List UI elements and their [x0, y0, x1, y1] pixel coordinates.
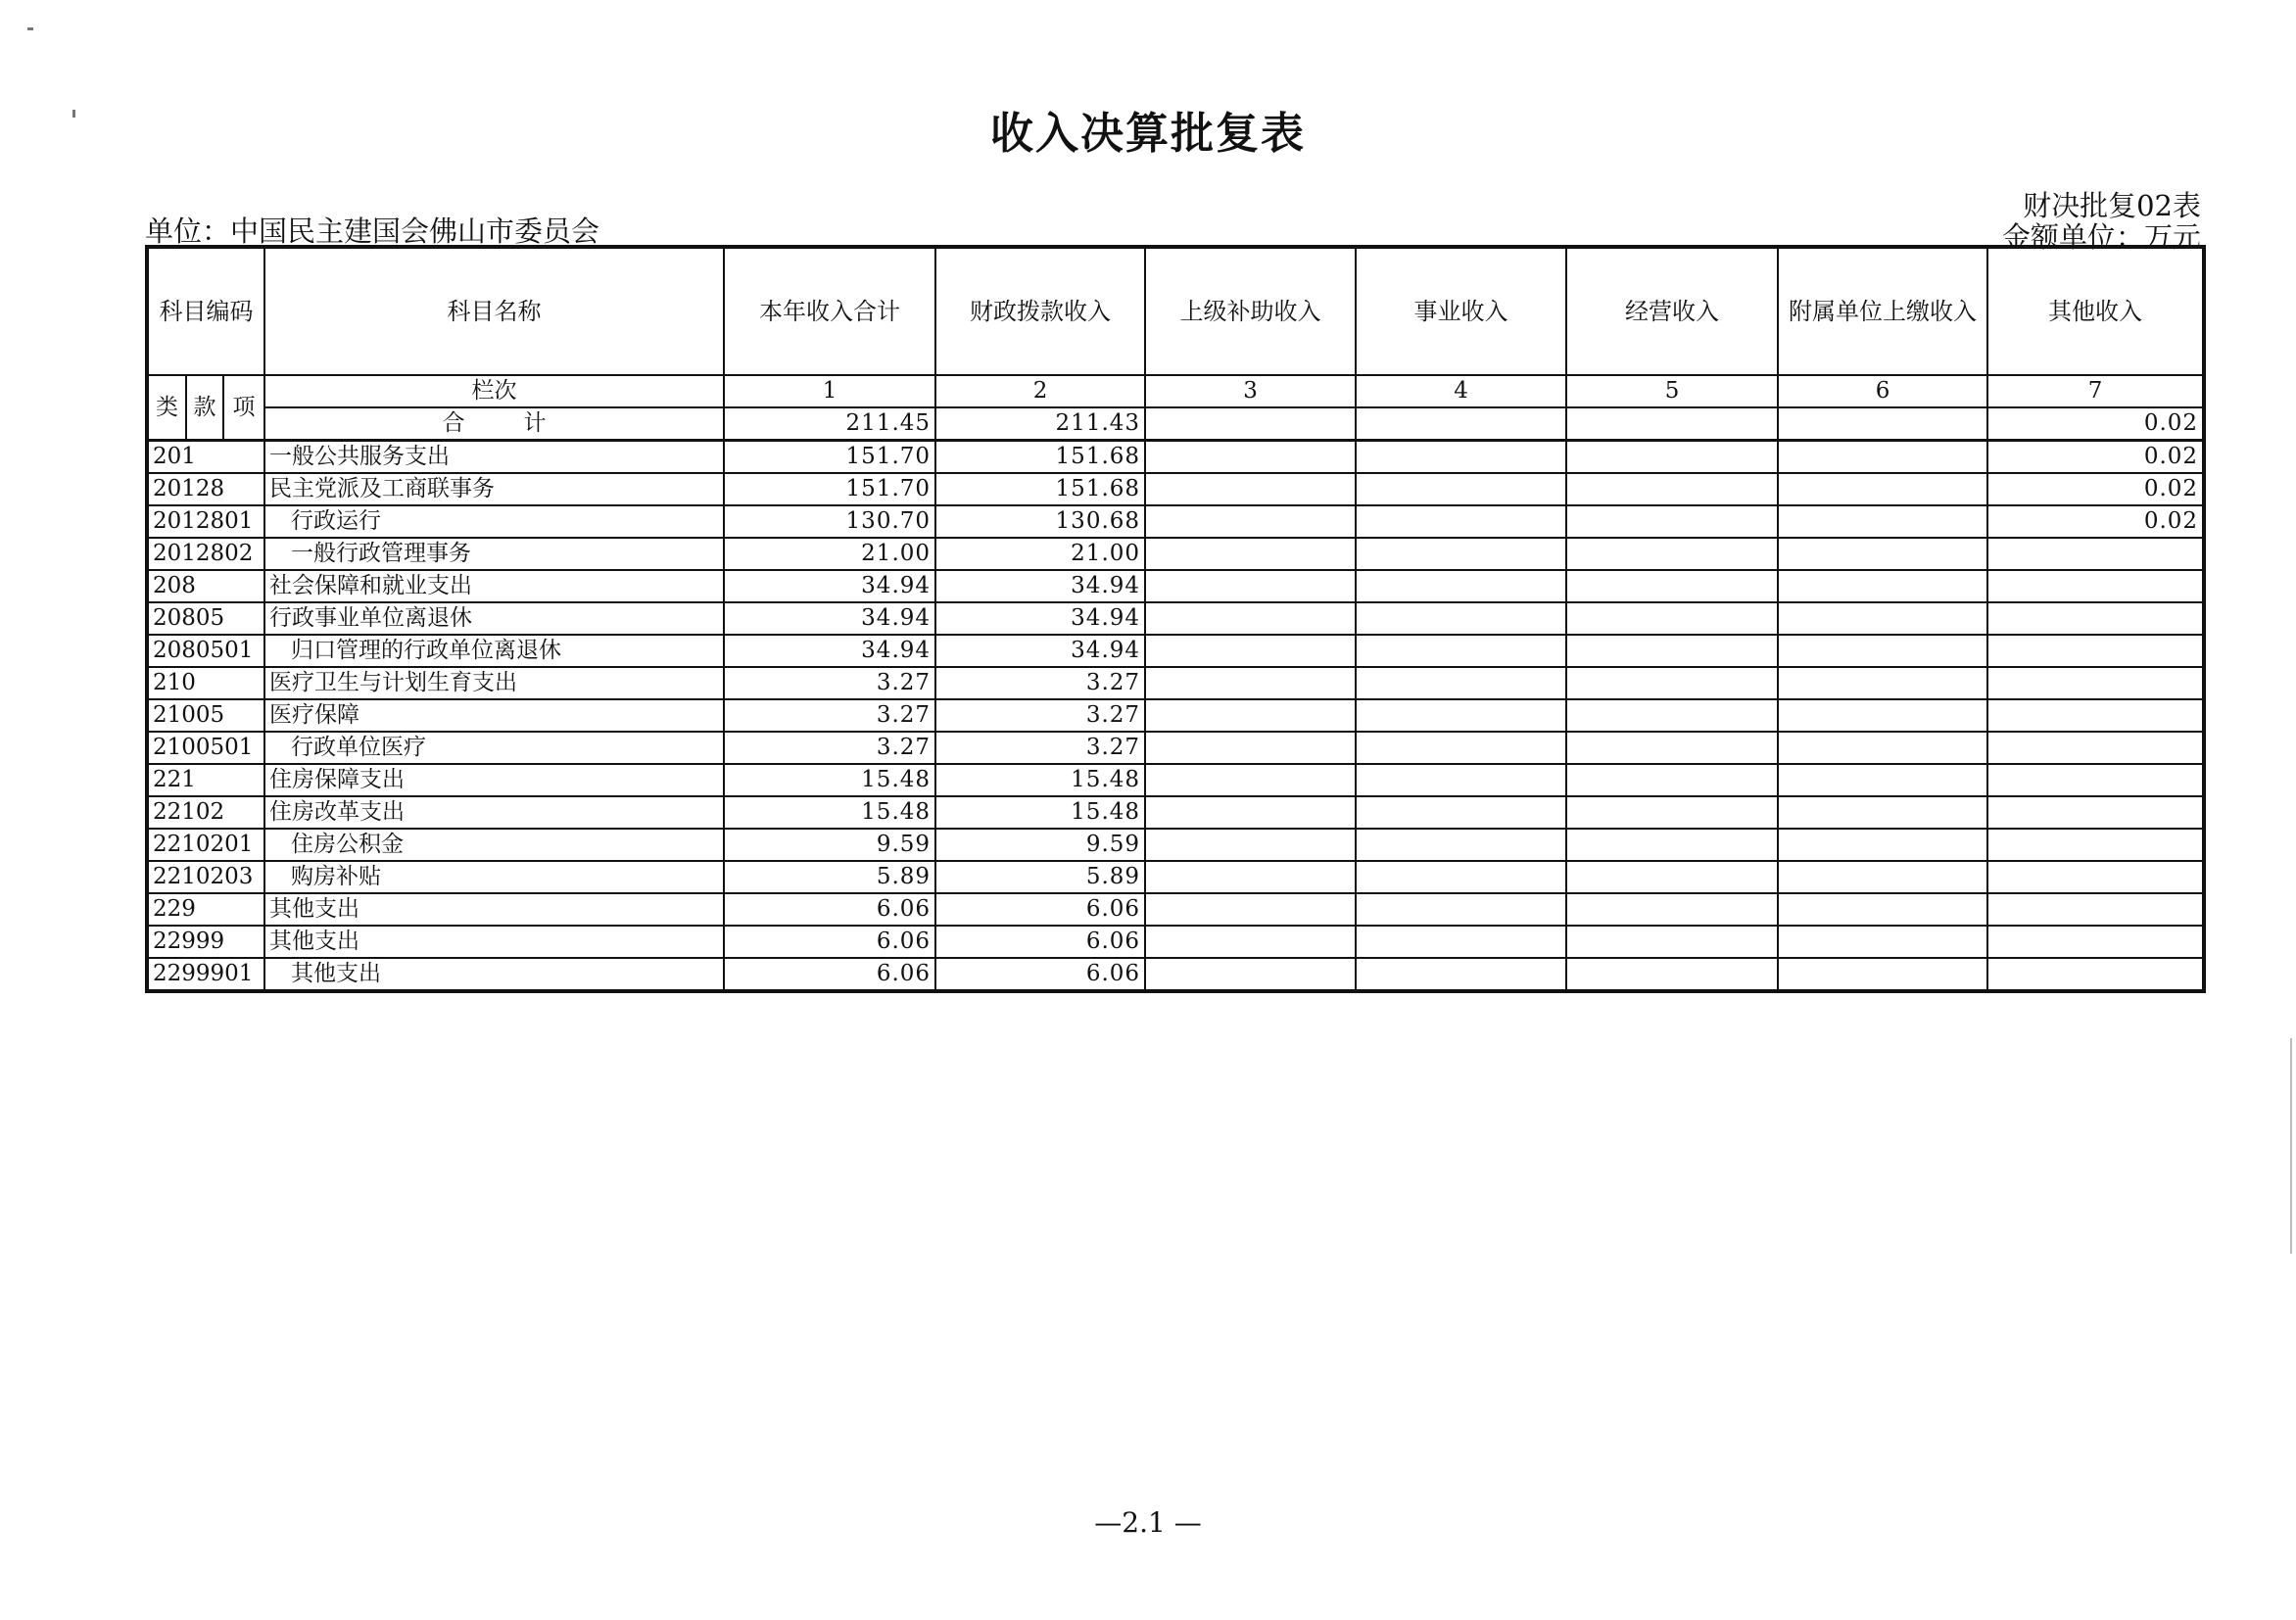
row-col1: 21.00	[724, 538, 935, 570]
row-col2: 34.94	[935, 602, 1145, 635]
row-col7: 0.02	[1987, 441, 2204, 474]
row-col6	[1778, 570, 1987, 602]
row-col2: 6.06	[935, 893, 1145, 926]
row-col2: 34.94	[935, 635, 1145, 667]
row-col5	[1566, 732, 1778, 764]
row-col6	[1778, 893, 1987, 926]
row-col2: 34.94	[935, 570, 1145, 602]
amount-unit: 金额单位：万元	[2001, 220, 2201, 254]
row-name: 住房公积金	[264, 829, 724, 861]
table-row	[147, 732, 2204, 764]
total-col2: 211.43	[935, 407, 1145, 441]
table-row	[147, 667, 2204, 699]
row-col6	[1778, 667, 1987, 699]
row-col7: 0.02	[1987, 473, 2204, 505]
row-col5	[1566, 699, 1778, 732]
table-row	[147, 861, 2204, 893]
page-title: 收入决算批复表	[990, 109, 1306, 159]
col-index-1: 1	[724, 375, 935, 407]
row-col2: 9.59	[935, 829, 1145, 861]
row-col4	[1356, 538, 1566, 570]
row-col5	[1566, 764, 1778, 796]
total-label	[264, 407, 724, 441]
table-row	[147, 635, 2204, 667]
row-name: 一般公共服务支出	[264, 441, 724, 474]
header-name: 科目名称	[264, 247, 724, 375]
row-code: 20128	[147, 473, 264, 505]
table-row	[147, 829, 2204, 861]
row-code: 2100501	[147, 732, 264, 764]
row-code: 2210201	[147, 829, 264, 861]
row-code: 2299901	[147, 958, 264, 991]
row-col4	[1356, 861, 1566, 893]
row-col7	[1987, 764, 2204, 796]
income-approval-table	[145, 245, 2206, 993]
table-row	[147, 570, 2204, 602]
row-col2: 6.06	[935, 926, 1145, 958]
row-col3	[1145, 441, 1356, 474]
row-col6	[1778, 732, 1987, 764]
row-col2: 151.68	[935, 441, 1145, 474]
row-col4	[1356, 667, 1566, 699]
row-col1: 151.70	[724, 473, 935, 505]
header-lvl-item: 项	[223, 375, 264, 441]
row-col6	[1778, 861, 1987, 893]
row-col1: 15.48	[724, 796, 935, 829]
row-col1: 34.94	[724, 602, 935, 635]
row-col5	[1566, 893, 1778, 926]
row-col2: 151.68	[935, 473, 1145, 505]
row-col3	[1145, 505, 1356, 538]
row-name: 其他支出	[264, 893, 724, 926]
row-name: 其他支出	[264, 926, 724, 958]
row-col3	[1145, 764, 1356, 796]
total-col7: 0.02	[1987, 407, 2204, 441]
row-col3	[1145, 667, 1356, 699]
row-col6	[1778, 602, 1987, 635]
row-col4	[1356, 732, 1566, 764]
row-code: 21005	[147, 699, 264, 732]
row-code: 2210203	[147, 861, 264, 893]
row-code: 221	[147, 764, 264, 796]
row-col2: 5.89	[935, 861, 1145, 893]
row-col4	[1356, 764, 1566, 796]
row-col1: 3.27	[724, 732, 935, 764]
total-col1: 211.45	[724, 407, 935, 441]
row-code: 208	[147, 570, 264, 602]
col-index-4: 4	[1356, 375, 1566, 407]
row-col1: 6.06	[724, 958, 935, 991]
scan-speck	[72, 110, 75, 118]
row-name: 归口管理的行政单位离退休	[264, 635, 724, 667]
row-col7	[1987, 635, 2204, 667]
row-col3	[1145, 958, 1356, 991]
index-row	[147, 375, 2204, 407]
row-col4	[1356, 926, 1566, 958]
row-col1: 6.06	[724, 926, 935, 958]
row-col3	[1145, 602, 1356, 635]
table-row	[147, 958, 2204, 991]
row-col1: 3.27	[724, 667, 935, 699]
row-col6	[1778, 473, 1987, 505]
row-col1: 15.48	[724, 764, 935, 796]
row-code: 22999	[147, 926, 264, 958]
row-name: 社会保障和就业支出	[264, 570, 724, 602]
row-name: 行政单位医疗	[264, 732, 724, 764]
row-code: 20805	[147, 602, 264, 635]
row-name: 一般行政管理事务	[264, 538, 724, 570]
row-col7	[1987, 602, 2204, 635]
row-name: 医疗卫生与计划生育支出	[264, 667, 724, 699]
row-col2: 21.00	[935, 538, 1145, 570]
table-row	[147, 538, 2204, 570]
row-col3	[1145, 796, 1356, 829]
row-code: 201	[147, 441, 264, 474]
row-col1: 34.94	[724, 570, 935, 602]
col-index-3: 3	[1145, 375, 1356, 407]
table-body	[147, 247, 2204, 991]
row-col5	[1566, 635, 1778, 667]
table-row	[147, 764, 2204, 796]
row-col1: 3.27	[724, 699, 935, 732]
row-col5	[1566, 667, 1778, 699]
row-name: 行政事业单位离退休	[264, 602, 724, 635]
row-col7	[1987, 861, 2204, 893]
total-col4	[1356, 407, 1566, 441]
row-col4	[1356, 505, 1566, 538]
header-col5: 经营收入	[1566, 247, 1778, 375]
unit-label: 单位：中国民主建国会佛山市委员会	[145, 214, 600, 248]
row-col6	[1778, 958, 1987, 991]
row-col6	[1778, 538, 1987, 570]
row-col3	[1145, 893, 1356, 926]
header-code: 科目编码	[147, 247, 264, 375]
row-col4	[1356, 570, 1566, 602]
row-col7	[1987, 667, 2204, 699]
row-col5	[1566, 602, 1778, 635]
table-row	[147, 893, 2204, 926]
total-label-text: 合计	[442, 410, 605, 436]
header-row	[147, 247, 2204, 375]
row-col6	[1778, 796, 1987, 829]
row-col4	[1356, 602, 1566, 635]
row-col6	[1778, 926, 1987, 958]
row-index-label: 栏次	[264, 375, 724, 407]
row-col5	[1566, 796, 1778, 829]
row-col3	[1145, 861, 1356, 893]
scan-speck	[27, 27, 33, 30]
row-col7	[1987, 958, 2204, 991]
row-col5	[1566, 441, 1778, 474]
row-col4	[1356, 893, 1566, 926]
row-col2: 15.48	[935, 796, 1145, 829]
row-col3	[1145, 570, 1356, 602]
table-row	[147, 473, 2204, 505]
row-col1: 34.94	[724, 635, 935, 667]
scan-speck	[2290, 1038, 2292, 1254]
row-name: 医疗保障	[264, 699, 724, 732]
row-col6	[1778, 635, 1987, 667]
row-col4	[1356, 441, 1566, 474]
row-code: 2012802	[147, 538, 264, 570]
row-col4	[1356, 829, 1566, 861]
row-col5	[1566, 861, 1778, 893]
total-row	[147, 407, 2204, 441]
header-col3: 上级补助收入	[1145, 247, 1356, 375]
row-col7	[1987, 829, 2204, 861]
table-row	[147, 796, 2204, 829]
row-code: 2080501	[147, 635, 264, 667]
row-code: 210	[147, 667, 264, 699]
row-col1: 151.70	[724, 441, 935, 474]
row-col2: 130.68	[935, 505, 1145, 538]
row-col1: 130.70	[724, 505, 935, 538]
header-col6: 附属单位上缴收入	[1778, 247, 1987, 375]
col-index-2: 2	[935, 375, 1145, 407]
total-col6	[1778, 407, 1987, 441]
row-col5	[1566, 570, 1778, 602]
header-col2: 财政拨款收入	[935, 247, 1145, 375]
row-col2: 3.27	[935, 699, 1145, 732]
table-row	[147, 926, 2204, 958]
row-col1: 5.89	[724, 861, 935, 893]
row-col5	[1566, 926, 1778, 958]
row-name: 购房补贴	[264, 861, 724, 893]
row-col4	[1356, 796, 1566, 829]
row-col7: 0.02	[1987, 505, 2204, 538]
row-col6	[1778, 441, 1987, 474]
row-name: 行政运行	[264, 505, 724, 538]
row-col4	[1356, 635, 1566, 667]
row-col2: 3.27	[935, 667, 1145, 699]
row-col3	[1145, 732, 1356, 764]
row-col6	[1778, 829, 1987, 861]
row-name: 其他支出	[264, 958, 724, 991]
row-col3	[1145, 538, 1356, 570]
row-code: 22102	[147, 796, 264, 829]
row-col3	[1145, 699, 1356, 732]
row-col6	[1778, 699, 1987, 732]
header-col1: 本年收入合计	[724, 247, 935, 375]
header-lvl-section: 款	[186, 375, 223, 441]
row-name: 民主党派及工商联事务	[264, 473, 724, 505]
col-index-7: 7	[1987, 375, 2204, 407]
table-row	[147, 602, 2204, 635]
row-col6	[1778, 505, 1987, 538]
row-col2: 15.48	[935, 764, 1145, 796]
row-col7	[1987, 732, 2204, 764]
row-col6	[1778, 764, 1987, 796]
row-col3	[1145, 635, 1356, 667]
row-col5	[1566, 473, 1778, 505]
row-code: 229	[147, 893, 264, 926]
row-col7	[1987, 796, 2204, 829]
page-number: —2.1 —	[1094, 1506, 1202, 1539]
row-col7	[1987, 926, 2204, 958]
row-name: 住房改革支出	[264, 796, 724, 829]
row-col7	[1987, 893, 2204, 926]
row-col7	[1987, 699, 2204, 732]
table-row	[147, 505, 2204, 538]
row-col2: 6.06	[935, 958, 1145, 991]
row-col5	[1566, 829, 1778, 861]
row-col1: 9.59	[724, 829, 935, 861]
row-code: 2012801	[147, 505, 264, 538]
row-col3	[1145, 473, 1356, 505]
row-col7	[1987, 538, 2204, 570]
header-col4: 事业收入	[1356, 247, 1566, 375]
row-col3	[1145, 829, 1356, 861]
row-name: 住房保障支出	[264, 764, 724, 796]
total-col3	[1145, 407, 1356, 441]
row-col3	[1145, 926, 1356, 958]
row-col4	[1356, 473, 1566, 505]
row-col7	[1987, 570, 2204, 602]
row-col4	[1356, 699, 1566, 732]
row-col5	[1566, 538, 1778, 570]
row-col4	[1356, 958, 1566, 991]
total-col5	[1566, 407, 1778, 441]
table-row	[147, 699, 2204, 732]
row-col5	[1566, 505, 1778, 538]
header-lvl-class: 类	[147, 375, 186, 441]
form-number: 财决批复02表	[2023, 189, 2201, 222]
header-col7: 其他收入	[1987, 247, 2204, 375]
table-row	[147, 441, 2204, 474]
row-col1: 6.06	[724, 893, 935, 926]
row-col2: 3.27	[935, 732, 1145, 764]
col-index-6: 6	[1778, 375, 1987, 407]
col-index-5: 5	[1566, 375, 1778, 407]
row-col5	[1566, 958, 1778, 991]
